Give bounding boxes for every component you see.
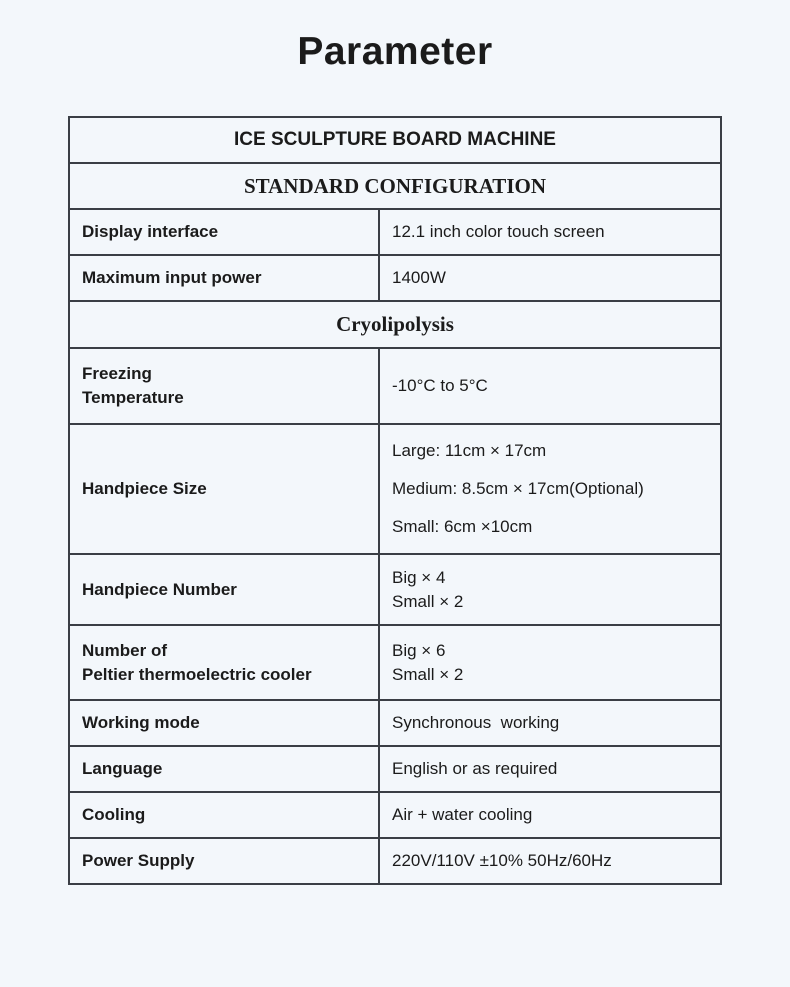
row-label	[70, 839, 380, 883]
row-value	[380, 349, 720, 423]
row-label	[70, 349, 380, 423]
table-row	[70, 208, 720, 254]
row-label-text: Freezing	[82, 364, 152, 383]
parameter-table	[68, 116, 722, 885]
table-row-section-title	[70, 300, 720, 347]
row-label-text: Peltier thermoelectric cooler	[82, 664, 312, 684]
table-row	[70, 423, 720, 553]
row-value-text: Medium: 8.5cm × 17cm(Optional)	[392, 479, 644, 498]
row-label-text: Language	[82, 759, 163, 778]
row-label	[70, 210, 380, 254]
row-value-text: Synchronous working	[392, 713, 560, 732]
row-value-text: Air + water cooling	[392, 805, 533, 824]
row-value	[380, 210, 720, 254]
table-row	[70, 347, 720, 423]
row-label-text: Handpiece Number	[82, 579, 237, 599]
row-label-text: Power Supply	[82, 851, 195, 870]
row-label-text: Handpiece Size	[82, 479, 207, 498]
row-value	[380, 425, 720, 553]
row-label	[70, 425, 380, 553]
table-row	[70, 791, 720, 837]
table-row	[70, 553, 720, 624]
row-value-text: Small × 2	[392, 591, 464, 611]
row-label-text: Working mode	[82, 713, 200, 732]
row-label	[70, 626, 380, 699]
row-label-text: Maximum input power	[82, 268, 262, 287]
row-value	[380, 839, 720, 883]
row-label-text: Display interface	[82, 222, 219, 241]
row-value	[380, 555, 720, 624]
row-value	[380, 256, 720, 300]
row-value-text: 1400W	[392, 268, 446, 287]
row-value	[380, 747, 720, 791]
table-row	[70, 745, 720, 791]
row-label	[70, 555, 380, 624]
row-label-text: Number of	[82, 640, 167, 660]
row-value-text: 12.1 inch color touch screen	[392, 222, 605, 241]
section-title: Cryolipolysis	[336, 312, 454, 336]
row-value-text: Big × 6	[392, 640, 446, 660]
row-value-text: Large: 11cm × 17cm	[392, 441, 547, 460]
table-row	[70, 699, 720, 745]
table-row-configuration-title	[70, 162, 720, 208]
row-label	[70, 701, 380, 745]
row-value-text: Small × 2	[392, 664, 464, 684]
row-value	[380, 793, 720, 837]
configuration-title: STANDARD CONFIGURATION	[244, 173, 546, 198]
row-label	[70, 793, 380, 837]
row-value-text: -10°C to 5°C	[392, 376, 488, 395]
row-label	[70, 747, 380, 791]
row-value	[380, 701, 720, 745]
row-value-text: Big × 4	[392, 567, 446, 587]
row-value	[380, 626, 720, 699]
row-label	[70, 256, 380, 300]
table-row	[70, 254, 720, 300]
row-value-text: 220V/110V ±10% 50Hz/60Hz	[392, 851, 612, 870]
row-value-text: English or as required	[392, 759, 558, 778]
table-row-machine-title	[70, 118, 720, 162]
row-label-text: Cooling	[82, 805, 146, 824]
page-title: Parameter	[297, 30, 493, 73]
row-label-text: Temperature	[82, 388, 184, 407]
machine-title: ICE SCULPTURE BOARD MACHINE	[234, 129, 556, 150]
table-row	[70, 624, 720, 699]
row-value-text: Small: 6cm ×10cm	[392, 517, 533, 536]
table-row	[70, 837, 720, 883]
